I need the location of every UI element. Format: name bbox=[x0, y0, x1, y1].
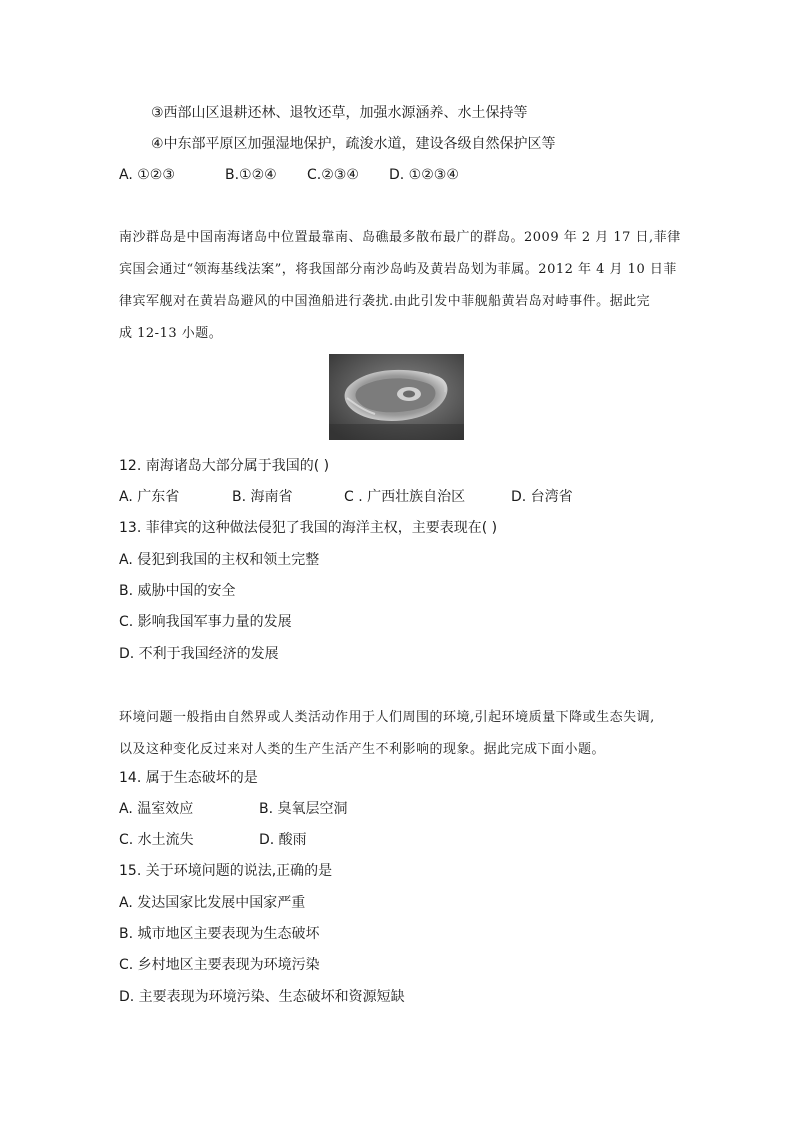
island-image bbox=[329, 354, 464, 440]
prev-item-3: ③西部山区退耕还林、退牧还草，加强水源涵养、水土保持等 bbox=[151, 105, 528, 121]
q14-option-c: C. 水土流失 bbox=[119, 832, 194, 848]
q13-stem: 13. 菲律宾的这种做法侵犯了我国的海洋主权，主要表现在( ) bbox=[119, 520, 498, 536]
passage-nansha bbox=[119, 222, 679, 350]
prev-option-b: B.①②④ bbox=[225, 167, 277, 183]
q14-option-b: B. 臭氧层空洞 bbox=[259, 801, 348, 817]
q15-stem: 15. 关于环境问题的说法,正确的是 bbox=[119, 863, 333, 879]
q14-stem: 14. 属于生态破坏的是 bbox=[119, 770, 258, 786]
q12-stem: 12. 南海诸岛大部分属于我国的( ) bbox=[119, 458, 330, 474]
q15-option-b: B. 城市地区主要表现为生态破坏 bbox=[119, 926, 320, 942]
passage-line: 南沙群岛是中国南海诸岛中位置最靠南、岛礁最多散布最广的群岛。2009 年 2 月 17 日,菲律 bbox=[119, 230, 681, 245]
prev-item-4: ④中东部平原区加强湿地保护，疏浚水道，建设各级自然保护区等 bbox=[151, 136, 556, 152]
passage-environment bbox=[119, 702, 679, 766]
prev-option-d: D. ①②③④ bbox=[389, 167, 459, 183]
passage-line: 成 12-13 小题。 bbox=[119, 326, 223, 341]
q15-option-a: A. 发达国家比发展中国家严重 bbox=[119, 895, 306, 911]
passage-line: 律宾军舰对在黄岩岛避风的中国渔船进行袭扰.由此引发中菲舰船黄岩岛对峙事件。据此完 bbox=[119, 294, 651, 309]
q15-option-d: D. 主要表现为环境污染、生态破坏和资源短缺 bbox=[119, 989, 405, 1005]
huangyan-island-photo bbox=[329, 354, 464, 440]
passage-line: 宾国会通过“领海基线法案”，将我国部分南沙岛屿及黄岩岛划为菲属。2012 年 4 月 10 日菲 bbox=[119, 262, 677, 277]
passage-line: 以及这种变化反过来对人类的生产生活产生不利影响的现象。据此完成下面小题。 bbox=[119, 742, 606, 757]
q12-option-a: A. 广东省 bbox=[119, 489, 180, 505]
prev-option-c: C.②③④ bbox=[307, 167, 359, 183]
passage-line: 环境问题一般指由自然界或人类活动作用于人们周围的环境,引起环境质量下降或生态失调, bbox=[119, 710, 655, 725]
prev-option-a: A. ①②③ bbox=[119, 167, 175, 183]
q12-option-d: D. 台湾省 bbox=[511, 489, 573, 505]
q12-option-b: B. 海南省 bbox=[232, 489, 293, 505]
q13-option-b: B. 威胁中国的安全 bbox=[119, 583, 236, 599]
q13-option-c: C. 影响我国军事力量的发展 bbox=[119, 614, 292, 630]
q13-option-d: D. 不利于我国经济的发展 bbox=[119, 646, 279, 662]
q14-option-a: A. 温室效应 bbox=[119, 801, 194, 817]
q14-option-d: D. 酸雨 bbox=[259, 832, 307, 848]
q12-option-c: C . 广西壮族自治区 bbox=[344, 489, 466, 505]
q13-option-a: A. 侵犯到我国的主权和领土完整 bbox=[119, 552, 320, 568]
q15-option-c: C. 乡村地区主要表现为环境污染 bbox=[119, 957, 320, 973]
